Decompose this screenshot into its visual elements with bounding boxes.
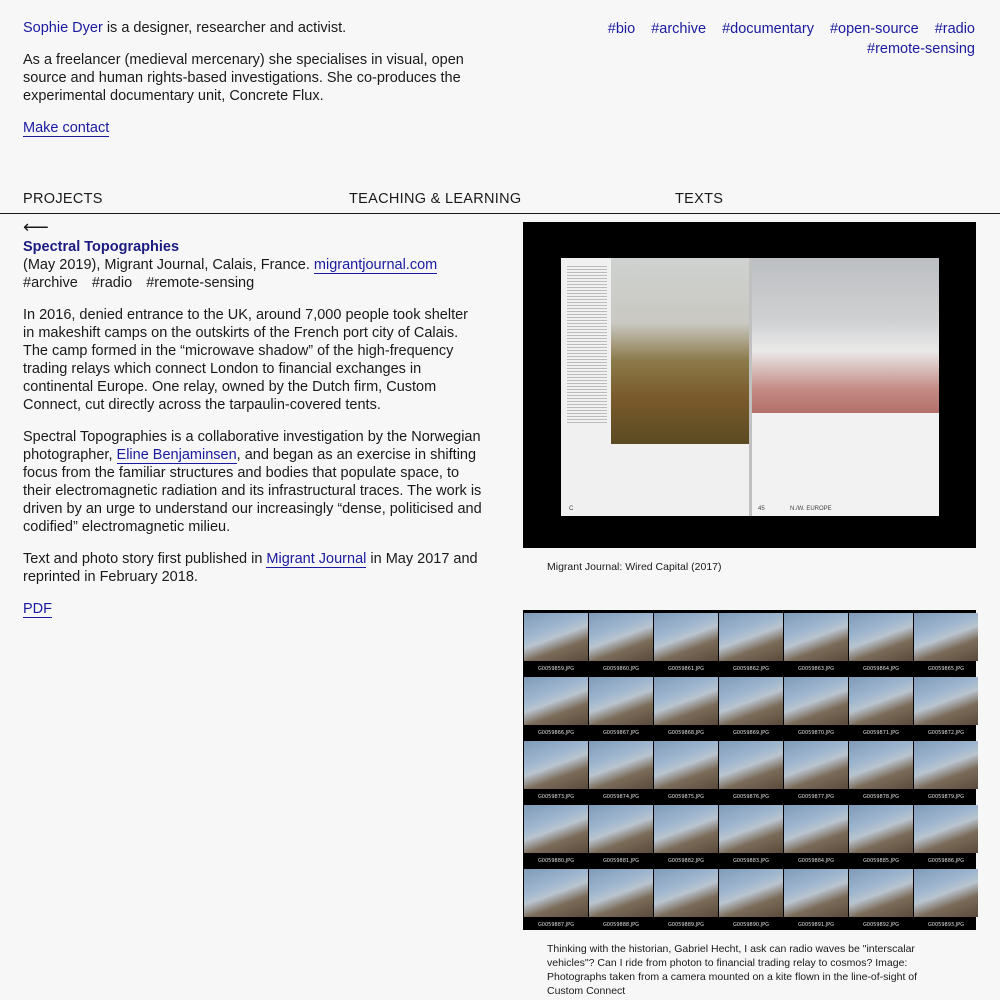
tag-radio[interactable]: #radio	[934, 21, 975, 37]
make-contact-link[interactable]: Make contact	[23, 120, 110, 136]
contact-sheet-frame	[784, 741, 848, 805]
frame-filename: G0059863.JPG	[797, 666, 835, 672]
frame-thumbnail	[784, 613, 848, 661]
main-nav	[0, 191, 1000, 214]
back-arrow-icon[interactable]: ⟵	[23, 217, 49, 237]
intro	[23, 19, 483, 151]
tag-archive[interactable]: #archive	[651, 21, 707, 37]
contact-sheet-frame	[524, 677, 588, 741]
intro-text: is a designer, researcher and activist.	[102, 20, 347, 36]
frame-thumbnail	[654, 613, 718, 661]
book-footer-title: N./W. EUROPE	[790, 506, 832, 512]
article-meta-text: (May 2019), Migrant Journal, Calais, France.	[23, 257, 314, 273]
frame-filename: G0059859.JPG	[537, 666, 575, 672]
contact-sheet-frame	[719, 613, 783, 677]
nav-projects[interactable]: PROJECTS	[23, 191, 103, 207]
contact-sheet-frame	[589, 869, 653, 933]
contact-sheet-frame	[719, 869, 783, 933]
frame-filename: G0059874.JPG	[602, 794, 640, 800]
contact-sheet-frame	[784, 677, 848, 741]
contact-sheet-frame	[654, 869, 718, 933]
contact-sheet-frame	[849, 677, 913, 741]
article-tag-archive[interactable]: #archive	[23, 275, 78, 291]
book-footer-left: C	[569, 506, 574, 512]
frame-thumbnail	[914, 613, 978, 661]
frame-thumbnail	[784, 677, 848, 725]
frame-thumbnail	[784, 741, 848, 789]
migrant-journal-text-link[interactable]: Migrant Journal	[266, 551, 367, 567]
frame-filename: G0059862.JPG	[732, 666, 770, 672]
contact-sheet-frame	[719, 677, 783, 741]
book	[561, 258, 939, 516]
intro-line	[23, 19, 483, 37]
contact-sheet-frame	[914, 805, 978, 869]
contact-sheet-frame	[849, 741, 913, 805]
nav-teaching[interactable]: TEACHING & LEARNING	[349, 191, 522, 207]
contact-sheet-frame	[914, 677, 978, 741]
frame-filename: G0059882.JPG	[667, 858, 705, 864]
frame-filename: G0059860.JPG	[602, 666, 640, 672]
frame-thumbnail	[849, 805, 913, 853]
contact-sheet-frame	[849, 869, 913, 933]
frame-thumbnail	[849, 869, 913, 917]
nav-texts[interactable]: TEXTS	[675, 191, 724, 207]
frame-filename: G0059887.JPG	[537, 922, 575, 928]
top-tags	[575, 19, 975, 59]
contact-sheet-frame	[589, 741, 653, 805]
contact-sheet-frame	[914, 613, 978, 677]
frame-filename: G0059877.JPG	[797, 794, 835, 800]
book-spread-image	[523, 222, 976, 548]
frame-thumbnail	[589, 677, 653, 725]
frame-filename: G0059861.JPG	[667, 666, 705, 672]
caption-1: Migrant Journal: Wired Capital (2017)	[547, 561, 722, 573]
book-right-page	[752, 258, 939, 516]
pdf-link[interactable]: PDF	[23, 601, 52, 617]
frame-thumbnail	[654, 805, 718, 853]
frame-filename: G0059880.JPG	[537, 858, 575, 864]
frame-thumbnail	[719, 741, 783, 789]
book-text-column	[567, 264, 607, 424]
frame-filename: G0059873.JPG	[537, 794, 575, 800]
contact-sheet-frame	[524, 741, 588, 805]
frame-filename: G0059872.JPG	[927, 730, 965, 736]
frame-filename: G0059879.JPG	[927, 794, 965, 800]
contact-sheet-frame	[654, 741, 718, 805]
contact-sheet-frame	[524, 805, 588, 869]
contact-sheet-frame	[654, 805, 718, 869]
contact-sheet-frame	[784, 613, 848, 677]
contact-sheet-image	[523, 610, 976, 930]
tag-documentary[interactable]: #documentary	[722, 21, 814, 37]
name-link[interactable]: Sophie Dyer	[23, 20, 103, 36]
article-tags	[23, 274, 483, 292]
frame-thumbnail	[654, 677, 718, 725]
contact-sheet-frame	[589, 677, 653, 741]
frame-filename: G0059888.JPG	[602, 922, 640, 928]
contact-sheet-frame	[654, 677, 718, 741]
contact-sheet-frame	[589, 613, 653, 677]
contact-sheet-grid	[524, 613, 976, 933]
frame-thumbnail	[914, 869, 978, 917]
contact-sheet-frame	[719, 805, 783, 869]
frame-filename: G0059865.JPG	[927, 666, 965, 672]
bio-text: As a freelancer (medieval mercenary) she specialises in visual, open source and human rights-based investigations. She co-produces the experimental documentary unit, Concrete Flux.	[23, 52, 464, 104]
book-footer-page: 45	[758, 506, 765, 512]
frame-filename: G0059869.JPG	[732, 730, 770, 736]
article-title: Spectral Topographies	[23, 239, 180, 255]
article-tag-radio[interactable]: #radio	[91, 275, 133, 291]
book-photo-right	[752, 258, 939, 413]
caption-2: Thinking with the historian, Gabriel Hecht, I ask can radio waves be "interscalar vehicles"? Can I ride from photon to financial trading relay to cosmos? Image: Photographs taken from a camera mounted on a kite flown in the line-of-sight of Custom Connect	[547, 943, 918, 997]
paragraph-2-text-b: , and began as an exercise in shifting focus from the familiar structures and bodies that populate space, to their electromagnetic radiation and its infrastructural traces. The work is driven by an urge to understand our increasingly “dense, politicised and codified” electromagnetic milieu.	[23, 447, 482, 535]
frame-thumbnail	[524, 805, 588, 853]
frame-thumbnail	[719, 677, 783, 725]
paragraph-3-text-a: Text and photo story first published in	[23, 551, 267, 567]
figures	[523, 222, 976, 1000]
frame-filename: G0059892.JPG	[862, 922, 900, 928]
frame-thumbnail	[654, 869, 718, 917]
frame-filename: G0059889.JPG	[667, 922, 705, 928]
frame-thumbnail	[914, 805, 978, 853]
frame-filename: G0059876.JPG	[732, 794, 770, 800]
contact-sheet-frame	[849, 805, 913, 869]
frame-filename: G0059893.JPG	[927, 922, 965, 928]
frame-filename: G0059864.JPG	[862, 666, 900, 672]
frame-thumbnail	[719, 869, 783, 917]
paragraph-3	[23, 550, 483, 586]
frame-thumbnail	[719, 805, 783, 853]
frame-thumbnail	[589, 805, 653, 853]
frame-filename: G0059881.JPG	[602, 858, 640, 864]
frame-thumbnail	[849, 741, 913, 789]
frame-filename: G0059871.JPG	[862, 730, 900, 736]
contact-sheet-frame	[524, 613, 588, 677]
frame-thumbnail	[914, 677, 978, 725]
paragraph-2	[23, 428, 483, 536]
contact-sheet-frame	[784, 805, 848, 869]
frame-thumbnail	[914, 741, 978, 789]
contact-sheet-frame	[914, 869, 978, 933]
eline-benjaminsen-link[interactable]: Eline Benjaminsen	[116, 447, 237, 463]
tag-open-source[interactable]: #open-source	[829, 21, 919, 37]
book-photo-left	[611, 258, 750, 444]
frame-filename: G0059867.JPG	[602, 730, 640, 736]
article-meta	[23, 256, 483, 274]
frame-thumbnail	[524, 869, 588, 917]
frame-thumbnail	[524, 741, 588, 789]
contact-sheet-frame	[849, 613, 913, 677]
article	[23, 217, 483, 632]
frame-thumbnail	[589, 869, 653, 917]
paragraph-3-text-b: in May 2017 and reprinted in February 2018.	[23, 551, 478, 585]
frame-filename: G0059891.JPG	[797, 922, 835, 928]
contact-sheet-frame	[914, 741, 978, 805]
article-tag-remote-sensing[interactable]: #remote-sensing	[146, 275, 255, 291]
frame-filename: G0059884.JPG	[797, 858, 835, 864]
frame-filename: G0059878.JPG	[862, 794, 900, 800]
frame-filename: G0059875.JPG	[667, 794, 705, 800]
frame-thumbnail	[849, 613, 913, 661]
frame-thumbnail	[524, 677, 588, 725]
paragraph-2-text-a: Spectral Topographies is a collaborative investigation by the Norwegian photographer,	[23, 429, 481, 463]
frame-filename: G0059870.JPG	[797, 730, 835, 736]
frame-filename: G0059883.JPG	[732, 858, 770, 864]
frame-filename: G0059885.JPG	[862, 858, 900, 864]
frame-thumbnail	[784, 805, 848, 853]
frame-thumbnail	[589, 613, 653, 661]
frame-thumbnail	[524, 613, 588, 661]
book-left-page	[561, 258, 750, 516]
contact-sheet-frame	[589, 805, 653, 869]
frame-thumbnail	[849, 677, 913, 725]
contact-sheet-frame	[524, 869, 588, 933]
frame-thumbnail	[589, 741, 653, 789]
frame-filename: G0059866.JPG	[537, 730, 575, 736]
contact-sheet-frame	[784, 869, 848, 933]
tag-bio[interactable]: #bio	[607, 21, 636, 37]
frame-filename: G0059886.JPG	[927, 858, 965, 864]
frame-thumbnail	[654, 741, 718, 789]
frame-thumbnail	[719, 613, 783, 661]
frame-thumbnail	[784, 869, 848, 917]
tag-remote-sensing[interactable]: #remote-sensing	[867, 41, 975, 57]
frame-filename: G0059868.JPG	[667, 730, 705, 736]
migrant-journal-link[interactable]: migrantjournal.com	[313, 257, 438, 273]
frame-filename: G0059890.JPG	[732, 922, 770, 928]
paragraph-1: In 2016, denied entrance to the UK, around 7,000 people took shelter in makeshift camps on the outskirts of the French port city of Calais. The camp formed in the “microwave shadow” of the high-frequency trading relays which connect London to financial exchanges in continental Europe. One relay, owned by the Dutch firm, Custom Connect, cut directly across the tarpaulin-covered tents.	[23, 307, 468, 413]
contact-sheet-frame	[654, 613, 718, 677]
contact-sheet-frame	[719, 741, 783, 805]
